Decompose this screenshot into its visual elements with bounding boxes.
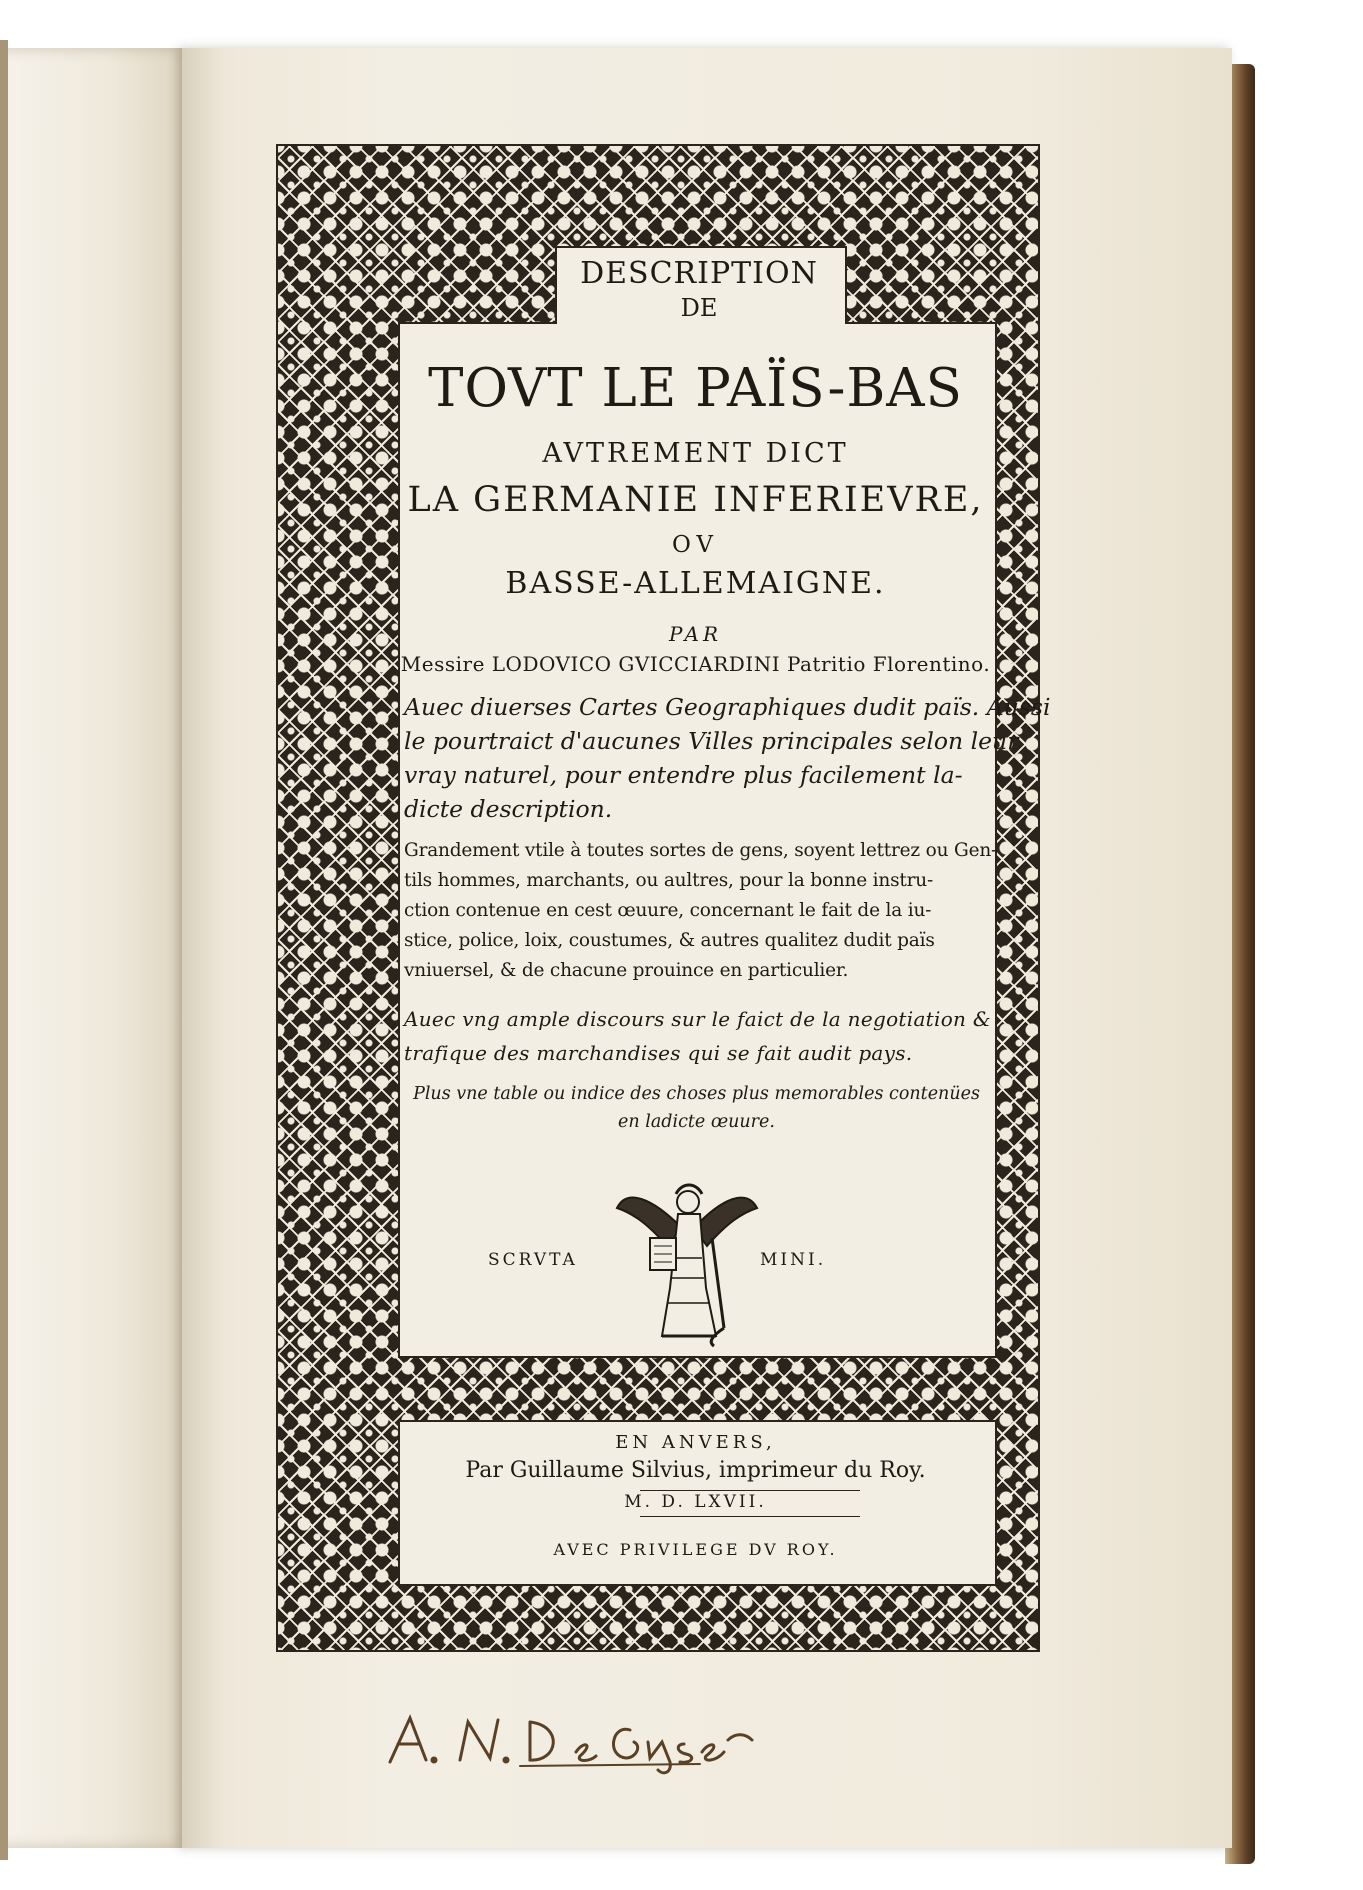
imprint-rule bbox=[640, 1490, 860, 1491]
usefulness-line: stice, police, loix, coustumes, & autres qualitez dudit païs bbox=[404, 930, 935, 951]
motto-right: MINI. bbox=[760, 1250, 827, 1270]
title-word-de: DE bbox=[680, 294, 718, 322]
maps-line: le pourtraict d'aucunes Villes principales selon leur bbox=[404, 727, 1019, 755]
left-page-edge bbox=[0, 40, 8, 1860]
maps-line: dicte description. bbox=[404, 795, 613, 823]
usefulness-line: tils hommes, marchants, ou aultres, pour la bonne instru- bbox=[404, 870, 934, 891]
imprint-privilege: AVEC PRIVILEGE DV ROY. bbox=[553, 1540, 838, 1559]
subtitle-autrement: AVTREMENT DICT bbox=[542, 438, 849, 469]
maps-line: Auec diuerses Cartes Geographiques dudit païs. Aussi bbox=[404, 693, 1051, 721]
discourse-paragraph bbox=[404, 1002, 989, 1070]
subtitle-basse-allemaigne: BASSE-ALLEMAIGNE. bbox=[505, 566, 886, 601]
motto-left: SCRVTA bbox=[488, 1250, 578, 1270]
left-page bbox=[0, 48, 200, 1848]
usefulness-line: vniuersel, & de chacune prouince en particulier. bbox=[404, 960, 849, 981]
subtitle-germanie: LA GERMANIE INFERIEVRE, bbox=[407, 480, 984, 520]
usefulness-paragraph bbox=[404, 836, 998, 986]
title-word-description: DESCRIPTION bbox=[580, 256, 818, 291]
imprint-year: M. D. LXVII. bbox=[624, 1492, 767, 1512]
subtitle-ou: OV bbox=[671, 532, 720, 558]
maps-paragraph bbox=[404, 690, 1051, 826]
discourse-line: Auec vng ample discours sur le faict de la negotiation & bbox=[404, 1007, 991, 1031]
printers-device-angel-icon bbox=[612, 1168, 762, 1348]
discourse-line: trafique des marchandises qui se fait audit pays. bbox=[404, 1041, 913, 1065]
index-line: Plus vne table ou indice des choses plus memorables contenües bbox=[413, 1084, 980, 1104]
usefulness-line: Grandement vtile à toutes sortes de gens, soyent lettrez ou Gen- bbox=[404, 840, 998, 861]
imprint-rule bbox=[640, 1516, 860, 1517]
ownership-signature bbox=[380, 1700, 860, 1780]
maps-line: vray naturel, pour entendre plus facilement la- bbox=[404, 761, 963, 789]
by-line-par: PAR bbox=[668, 622, 723, 646]
author-line: Messire LODOVICO GVICCIARDINI Patritio Florentino. bbox=[400, 652, 991, 676]
usefulness-line: ction contenue en cest œuure, concernant le fait de la iu- bbox=[404, 900, 932, 921]
main-title: TOVT LE PAÏS-BAS bbox=[428, 358, 963, 419]
index-paragraph bbox=[404, 1080, 989, 1136]
imprint-printer: Par Guillaume Silvius, imprimeur du Roy. bbox=[465, 1458, 926, 1483]
index-line: en ladicte œuure. bbox=[618, 1112, 775, 1132]
imprint-city: EN ANVERS, bbox=[615, 1432, 776, 1453]
